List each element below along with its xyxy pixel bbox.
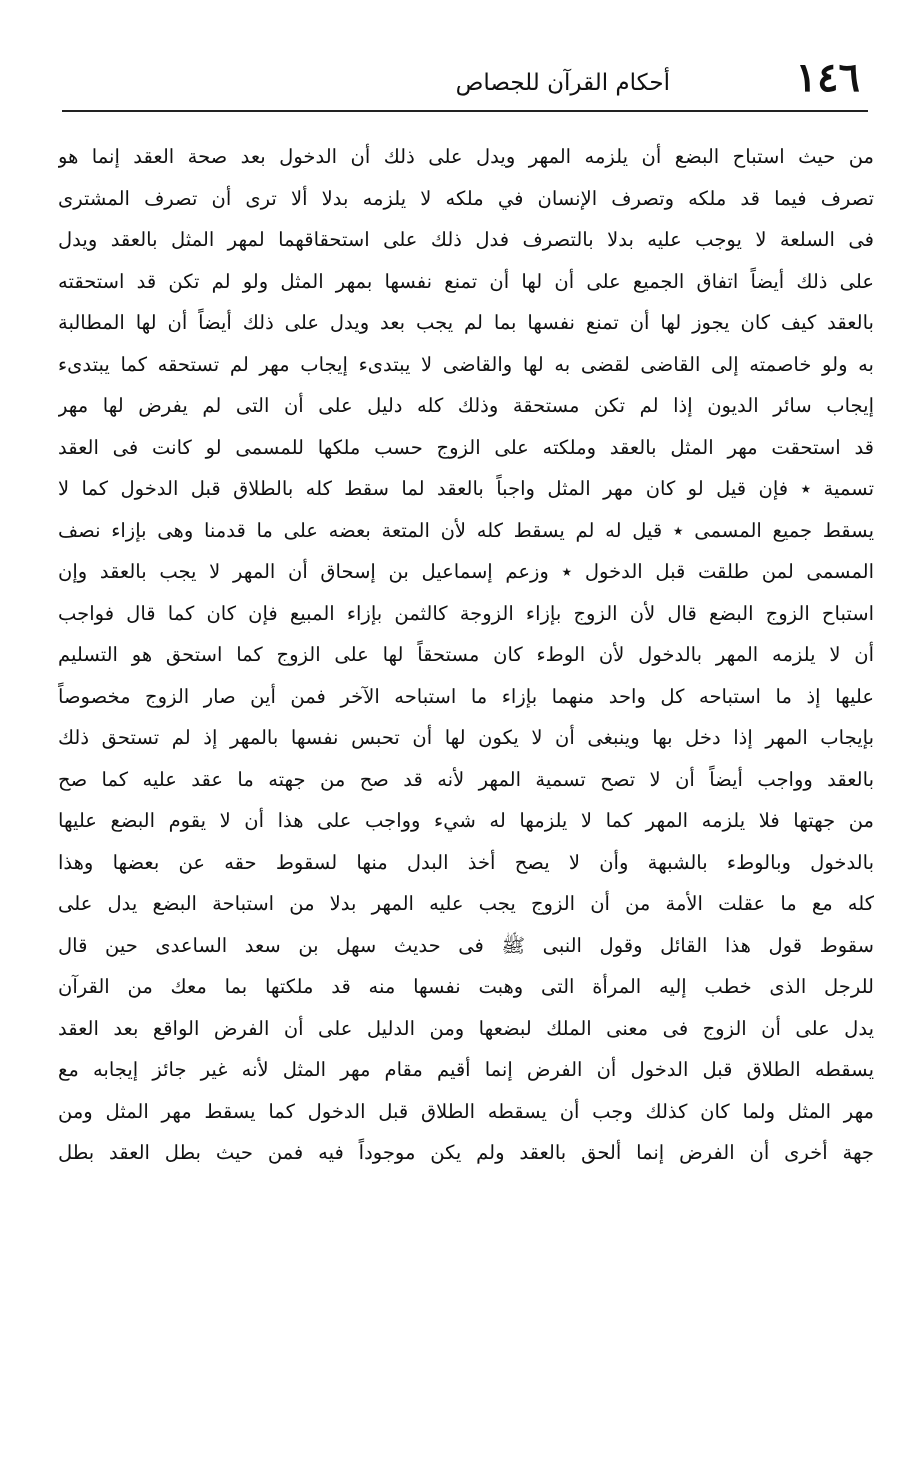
text-line: أن لا يلزمه المهر بالدخول لأن الوطء كان مستحقاً لها على الزوج كما استحق هو التسليم (58, 643, 874, 666)
text-line: بالعقد وواجب أيضاً أن لا تصح تسمية المهر لأنه قد صح من جهته ما عقد عليه كما صح (58, 767, 874, 791)
text-line: سقوط قول هذا القائل وقول النبى ﷺ فى حديث سهل بن سعد الساعدى حين قال (58, 933, 874, 957)
text-line: على ذلك أيضاً اتفاق الجميع على أن لها أن تمنع نفسها بمهر المثل ولو لم تكن قد استحقته (58, 269, 874, 293)
text-line: بإيجاب المهر إذا دخل بها وينبغى أن لا يكون لها أن تحبس نفسها بالمهر إذ لم تستحق ذلك (58, 726, 874, 749)
page-number: ١٤٦ (795, 54, 860, 101)
body-text (58, 136, 874, 1174)
page-header (60, 52, 870, 112)
text-line: كله مع ما عقلت الأمة من أن الزوج يجب عليه المهر بدلا من استباحة البضع يدل على (58, 892, 874, 915)
text-line: به ولو خاصمته إلى القاضى لقضى به لها والقاضى لا يبتدىء إيجاب مهر لم تستحقه كما يبتدىء (58, 352, 874, 376)
text-line: فى السلعة لا يوجب عليه بدلا بالتصرف فدل ذلك على استحقاقهما لمهر المثل بالعقد ويدل (58, 228, 874, 251)
text-line: بالدخول وبالوطء بالشبهة وأن لا يصح أخذ البدل منها لسقوط حقه عن بعضها وهذا (58, 850, 874, 874)
text-line: قد استحقت مهر المثل بالعقد وملكته على الزوج حسب ملكها للمسمى لو كانت فى العقد (58, 435, 874, 459)
text-line: يدل على أن الزوج فى معنى الملك لبضعها ومن الدليل على أن الفرض الواقع بعد العقد (58, 1016, 874, 1040)
text-line: بالعقد كيف كان يجوز لها أن تمنع نفسها بما لم يجب بعد ويدل على ذلك أيضاً أن لها المطالبة (58, 311, 874, 334)
text-line: تسمية ٭ فإن قيل لو كان مهر المثل واجباً بالعقد لما سقط كله بالطلاق قبل الدخول كما لا (58, 477, 874, 500)
text-line: عليها إذ ما استباحه كل واحد منهما بإزاء ما استباحه الآخر فمن أين صار الزوج مخصوصاً (58, 684, 874, 708)
text-line: مهر المثل ولما كان كذلك وجب أن يسقطه الطلاق قبل الدخول كما يسقط مهر المثل ومن (58, 1099, 874, 1123)
text-line: من حيث استباح البضع أن يلزمه المهر ويدل على ذلك أن الدخول بعد صحة العقد إنما هو (58, 145, 874, 168)
text-line: جهة أخرى أن الفرض إنما ألحق بالعقد ولم يكن موجوداً فيه فمن حيث بطل العقد بطل (58, 1141, 874, 1164)
text-line: المسمى لمن طلقت قبل الدخول ٭ وزعم إسماعيل بن إسحاق أن المهر لا يجب بالعقد وإن (58, 560, 874, 583)
text-line: تصرف فيما قد ملكه وتصرف الإنسان في ملكه لا يلزمه بدلا ألا ترى أن تصرف المشترى (58, 186, 874, 210)
text-line: للرجل الذى خطب إليه المرأة التى وهبت نفسها منه قد ملكتها بما معك من القرآن (58, 975, 874, 998)
text-line: يسقط جميع المسمى ٭ قيل له لم يسقط كله لأن المتعة بعضه على ما قدمنا وهى بإزاء نصف (58, 518, 874, 542)
text-line: من جهتها فلا يلزمه المهر كما لا يلزمها له شيء وواجب على هذا أن لا يقوم البضع عليها (58, 809, 874, 832)
header-divider (62, 110, 868, 112)
text-line: يسقطه الطلاق قبل الدخول أن الفرض إنما أقيم مقام مهر المثل لأنه غير جائز إيجابه مع (58, 1058, 874, 1081)
text-line: إيجاب سائر الديون إذا لم تكن مستحقة وذلك كله دليل على أن التى لم يفرض لها مهر (58, 394, 874, 417)
text-line: استباح الزوج البضع قال لأن الزوج بإزاء الزوجة كالثمن بإزاء المبيع فإن كان كما قال فواجب (58, 601, 874, 625)
running-title: أحكام القرآن للجصاص (455, 70, 670, 96)
